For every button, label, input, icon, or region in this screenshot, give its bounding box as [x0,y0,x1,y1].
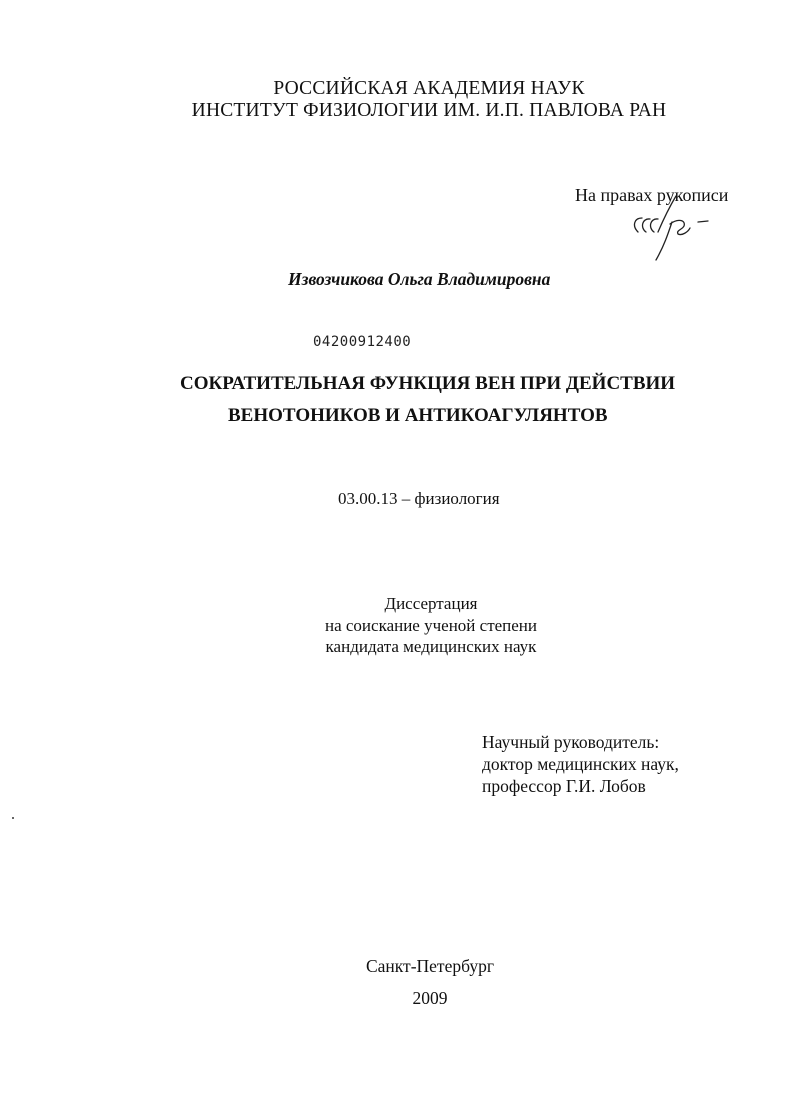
city-name: Санкт-Петербург [365,956,495,976]
degree-line-1: Диссертация [384,594,478,613]
title-line-1: СОКРАТИТЕЛЬНАЯ ФУНКЦИЯ ВЕН ПРИ ДЕЙСТВИИ [180,373,676,394]
publication-year: 2009 [412,988,448,1008]
supervisor-block [482,731,679,797]
place-and-year [0,950,798,1014]
degree-line-2: на соискание ученой степени [324,615,538,635]
rights-note: На правах рукописи [575,185,729,205]
degree-statement [0,593,798,658]
catalog-code: 04200912400 [313,334,412,350]
institution-header [0,78,798,122]
dissertation-title [0,368,798,432]
author-name: Извозчикова Ольга Владимировна [288,269,551,289]
supervisor-label: Научный руководитель: [482,732,660,752]
title-line-2: ВЕНОТОНИКОВ И АНТИКОАГУЛЯНТОВ [228,405,608,426]
handwritten-signature [628,188,728,268]
specialty-code: 03.00.13 – физиология [338,489,500,508]
institute-name: ИНСТИТУТ ФИЗИОЛОГИИ ИМ. И.П. ПАВЛОВА РАН [191,100,667,121]
supervisor-name: профессор Г.И. Лобов [482,776,646,796]
scan-speck [12,817,14,819]
degree-line-3: кандидата медицинских наук [325,637,537,656]
supervisor-degree: доктор медицинских наук, [482,754,679,774]
academy-name: РОССИЙСКАЯ АКАДЕМИЯ НАУК [273,78,585,99]
